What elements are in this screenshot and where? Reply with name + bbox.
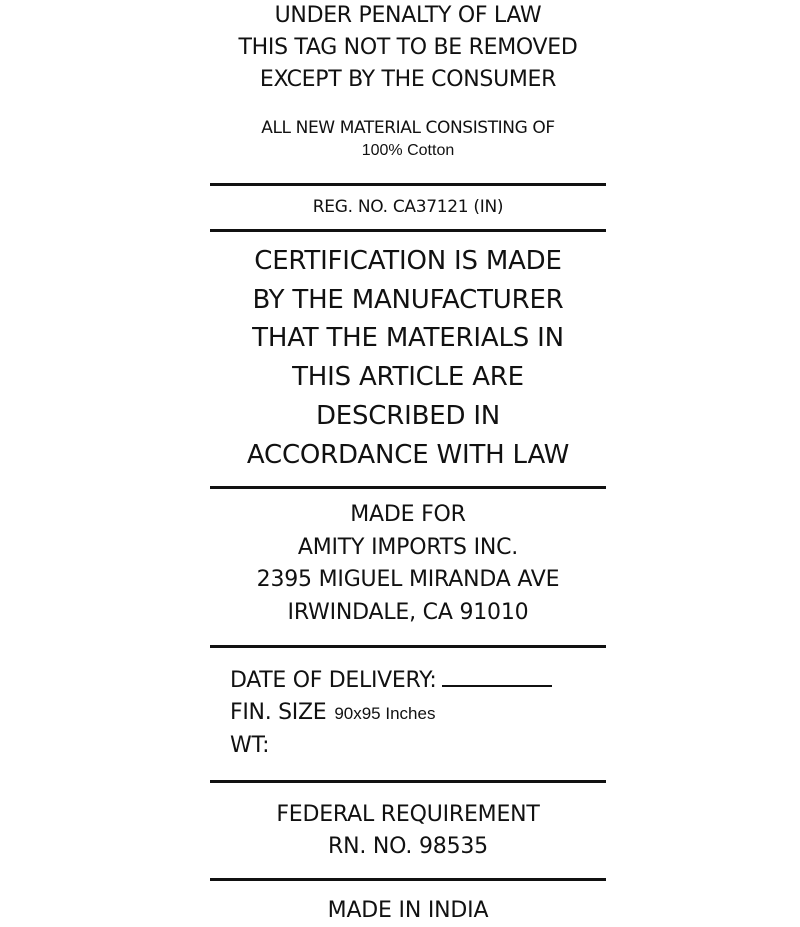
warning-section: [210, 0, 606, 96]
delivery-blank-line: [442, 665, 552, 687]
certification-line: BY THE MANUFACTURER: [252, 284, 564, 315]
material-section: [210, 116, 606, 162]
warning-line: THIS TAG NOT TO BE REMOVED: [238, 35, 578, 60]
warning-line: EXCEPT BY THE CONSUMER: [259, 67, 557, 92]
weight-label: WT:: [230, 733, 270, 759]
origin-section: [210, 881, 606, 927]
made-for-section: [210, 489, 606, 645]
company-name: AMITY IMPORTS INC.: [297, 534, 519, 560]
federal-requirement: FEDERAL REQUIREMENT: [276, 802, 540, 828]
details-section: [210, 648, 606, 780]
registration-number: REG. NO. CA37121 (IN): [312, 197, 504, 217]
size-row: [230, 697, 606, 730]
fiber-content: 100% Cotton: [361, 142, 455, 159]
certification-line: THAT THE MATERIALS IN: [252, 323, 564, 354]
material-statement: ALL NEW MATERIAL CONSISTING OF: [261, 118, 555, 138]
weight-row: [230, 730, 606, 762]
certification-line: DESCRIBED IN: [315, 400, 501, 431]
certification-line: CERTIFICATION IS MADE: [254, 246, 562, 276]
country-of-origin: MADE IN INDIA: [327, 898, 489, 924]
law-tag: [210, 0, 606, 927]
size-value: 90x95 Inches: [334, 704, 436, 724]
warning-line: UNDER PENALTY OF LAW: [274, 3, 542, 28]
size-label: FIN. SIZE: [230, 700, 327, 726]
delivery-row: [230, 665, 606, 697]
city-address: IRWINDALE, CA 91010: [287, 599, 529, 625]
registration-section: [210, 186, 606, 229]
certification-line: ACCORDANCE WITH LAW: [246, 439, 570, 470]
certification-line: THIS ARTICLE ARE: [292, 362, 524, 393]
federal-section: [210, 783, 606, 878]
made-for-heading: MADE FOR: [350, 502, 466, 528]
rn-number: RN. NO. 98535: [328, 834, 488, 860]
delivery-label: DATE OF DELIVERY:: [230, 668, 437, 694]
street-address: 2395 MIGUEL MIRANDA AVE: [256, 567, 560, 593]
certification-section: [210, 232, 606, 486]
